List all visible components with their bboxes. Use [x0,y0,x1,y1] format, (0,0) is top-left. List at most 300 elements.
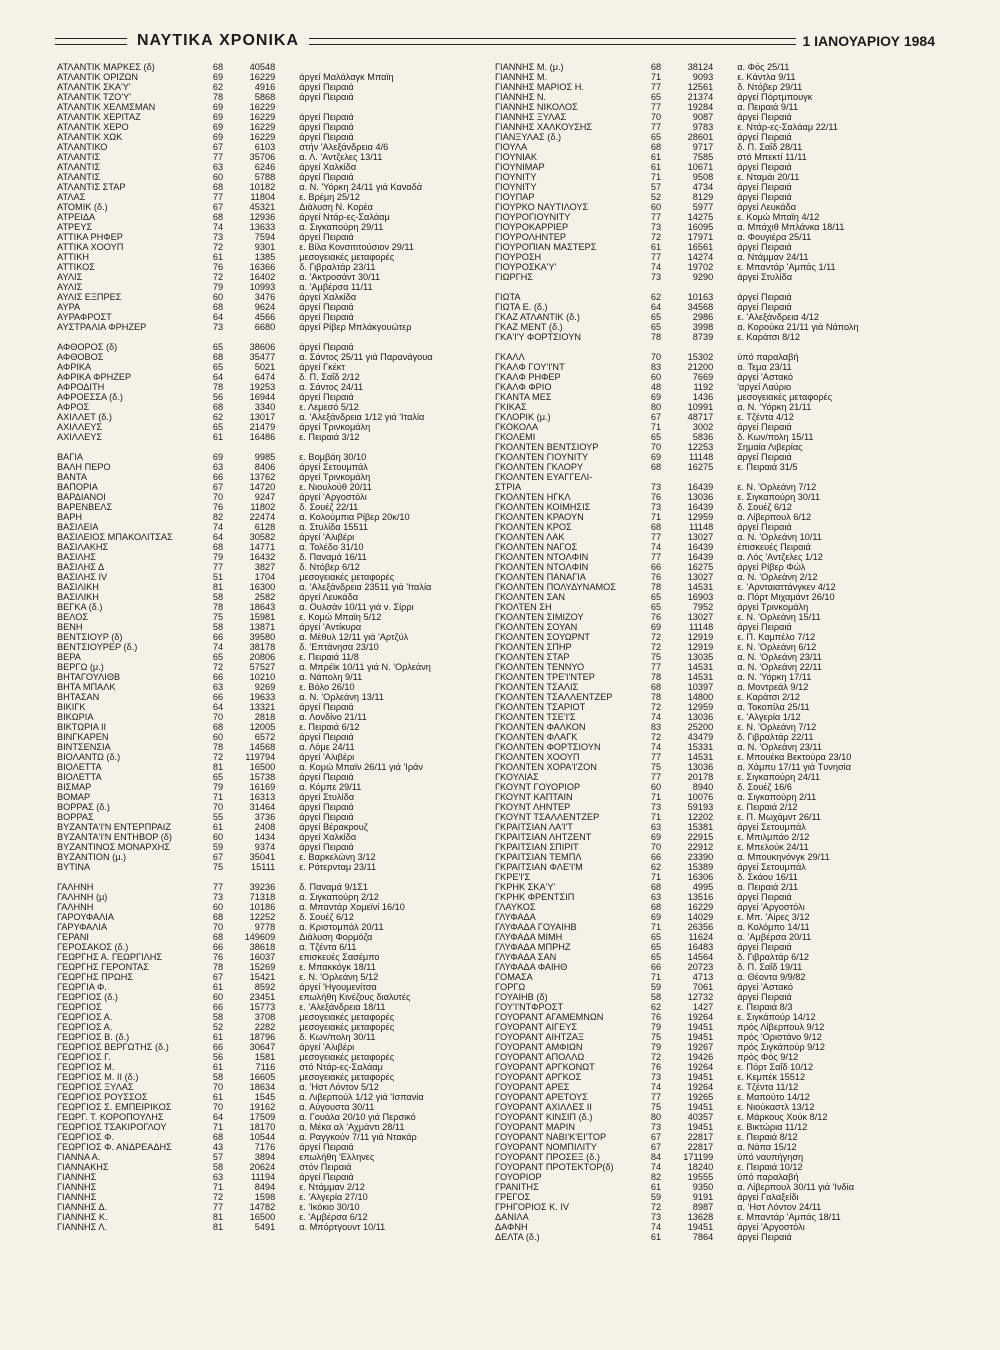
ship-row [57,772,502,782]
ship-tonnage: 1385 [254,252,276,262]
ship-name: ΓΙΑΝΝΑΚΗΣ [57,1162,109,1172]
ship-tonnage: 15981 [249,612,276,622]
ship-name: ΑΧΙΛΛΕΤ (δ.) [57,412,112,422]
ship-year: 77 [650,662,662,672]
ship-tonnage: 19426 [687,1052,714,1062]
ship-tonnage: 2818 [254,712,276,722]
ship-row [57,102,502,112]
ship-status: άργεί Πειραιά [737,622,792,632]
ship-row [57,1012,502,1022]
ship-tonnage: 20624 [249,1162,276,1172]
ship-row [57,912,502,922]
ship-year: 68 [212,182,224,192]
ship-year: 67 [650,412,662,422]
ship-name: ΓΚΑ'Ι'Υ ΦΟΡΤΣΙΟΥΝ [495,332,581,342]
ship-tonnage: 14275 [687,212,714,222]
ship-status: α. Μπάχιθ Μπλάνκα 18/11 [737,222,845,232]
ship-name: ΒΑΣΙΛΙΚΗ [57,582,99,592]
ship-tonnage: 14800 [687,692,714,702]
ship-row [57,1072,502,1082]
ship-status: δ. Γιβραλτάρ 6/12 [737,952,810,962]
ship-status: ε. Τζέντα 11/12 [737,1082,799,1092]
ship-year: 74 [650,742,662,752]
ship-row [495,662,940,672]
ship-status: ε. Νιούκαστλ 13/12 [737,1102,815,1112]
ship-row [495,262,940,272]
ship-status: α. Αύγουστα 30/11 [299,1102,375,1112]
ship-tonnage: 19555 [687,1172,714,1182]
ship-tonnage [661,472,713,482]
ship-tonnage: 5836 [692,432,714,442]
ship-name: ΓΙΑΝΞΥΛΑΣ (δ.) [495,132,562,142]
ship-name: ΒΙΟΛΑΝΤΩ (δ.) [57,752,121,762]
ship-status: α. Μοντρεάλ 9/12 [737,682,809,692]
ship-status: ε. Κομώ Μπαϊη 4/12 [737,212,820,222]
ship-tonnage: 19702 [687,262,714,272]
ship-row [57,1142,502,1152]
ship-tonnage: 16439 [687,552,714,562]
ship-status: άργεί 'Αλιβέρι [299,532,355,542]
ship-tonnage: 7864 [692,1232,714,1242]
ship-name: ΓΡΕΓΟΣ [495,1192,531,1202]
ship-name: ΔΕΛΤΑ (δ.) [495,1232,540,1242]
ship-name: ΓΚΡΑΙΤΣΙΑΝ ΛΗΤΖΕΝΤ [495,832,592,842]
ship-year: 73 [212,232,224,242]
ship-name: ΓΟΥΟΡΑΝΤ ΚΙΝΣΙΠ (δ.) [495,1112,593,1122]
ship-tonnage: 9290 [692,272,714,282]
ship-row [495,652,940,662]
ship-name: ΓΙΑΝΝΗΣ [57,1182,97,1192]
ship-name: ΓΟΥΟΡΑΝΤ ΝΑΒΙ'Κ'ΕΙ'ΤΟΡ [495,1132,607,1142]
ship-status: ε. Βίλα Κονσιτιτούσιον 29/11 [299,242,414,252]
ship-year: 82 [212,512,224,522]
ship-row [57,902,502,912]
ship-row [495,812,940,822]
ship-year: 68 [212,1132,224,1142]
ship-tonnage: 11148 [689,622,714,632]
ship-name: ΓΟΥΟΡΑΝΤ ΑΡΕΣ [495,1082,570,1092]
ship-year: 64 [650,302,662,312]
ship-name: ΓΚΟΛΝΤΕΝ ΛΑΚ [495,532,565,542]
ship-name: ΓΟΥΟΡΑΝΤ ΜΑΡΙΝ [495,1122,575,1132]
ship-name: ΓΕΩΡΓΙΟΣ ΡΟΥΣΣΟΣ [57,1092,148,1102]
ship-row [57,1032,502,1042]
ship-tonnage: 15421 [249,972,276,982]
ship-row [57,472,502,482]
ship-status: μεσογειακές μεταφορές [299,1072,395,1082]
ship-row [57,1092,502,1102]
ship-year: 68 [650,62,662,72]
ship-tonnage: 14531 [687,752,714,762]
ship-name: ΓΙΟΥΛΑ [495,142,528,152]
ship-row [495,682,940,692]
ship-status: α. Ν. 'Υόρκη 24/11 γιά Καναδά [299,182,423,192]
ship-row [495,572,940,582]
ship-name: ΓΚΟΛΝΤΕΝ ΗΓΚΛ [495,492,571,502]
ship-name: ΑΦΡΟΔΙΤΗ [57,382,105,392]
ship-row [57,1082,502,1092]
ship-row [495,1232,940,1242]
ship-year: 65 [650,322,662,332]
ship-name: ΓΕΩΡΓΙΟΣ Α. [57,1022,113,1032]
ship-row [57,932,502,942]
ship-status: δ. Σουέζ 6/12 [737,502,792,512]
ship-tonnage: 12936 [249,212,276,222]
ship-tonnage: 9783 [692,122,714,132]
ship-year: 58 [650,992,662,1002]
ship-year: 58 [212,1162,224,1172]
ship-row [495,942,940,952]
ship-name: ΒΑΠΟΡΙΑ [57,482,98,492]
ship-year: 65 [650,592,662,602]
ship-tonnage: 10210 [249,672,276,682]
ship-tonnage: 28601 [687,132,714,142]
ship-tonnage: 10671 [687,162,714,172]
ship-year: 63 [212,462,224,472]
ship-status: α. Λόμε 24/11 [299,742,355,752]
ship-year: 70 [212,802,224,812]
ship-row [57,482,502,492]
ship-tonnage: 19633 [249,692,276,702]
ship-status: άργεί Πειραιά [299,232,354,242]
ship-year: 80 [650,1112,662,1122]
ship-status: α. Τολέδο 31/10 [299,542,364,552]
ship-status: α. Σιγκαπούρη 29/11 [299,222,384,232]
ship-name: ΑΦΡΙΚΑ [57,362,92,372]
ship-status: α. Ν. 'Ορλεάνη 2/12 [737,572,818,582]
ship-row [57,882,502,892]
ship-row [57,372,502,382]
ship-year: 68 [212,932,224,942]
ship-year: 59 [650,1192,662,1202]
ship-year: 63 [212,162,224,172]
ship-row [57,582,502,592]
ship-tonnage: 59193 [687,802,714,812]
ship-status: άργεί 'Αλιβέρι [299,752,355,762]
ship-name: ΓΚΟΛΝΤΕΝ ΧΟΟΥΠ [495,752,580,762]
ship-status: δ. Σουέζ 6/12 [299,912,354,922]
ship-name: ΓΙΑΝΝΗΣ Κ. [57,1212,108,1222]
ship-status: άργεί Τρινκομάλη [737,602,809,612]
ship-year: 70 [212,1082,224,1092]
ship-status: α. Κολούμπια Ρίβερ 20κ/10 [299,512,410,522]
ship-tonnage: 14531 [687,662,714,672]
ship-row [57,402,502,412]
ship-year: 75 [650,1102,662,1112]
ship-year: 75 [212,612,224,622]
ship-tonnage: 7176 [254,1142,276,1152]
ship-year: 60 [212,172,224,182]
ship-row [57,662,502,672]
ship-year: 71 [212,1122,224,1132]
ship-row [57,792,502,802]
ship-year: 79 [212,782,224,792]
ship-row [57,432,502,442]
ship-tonnage: 13871 [249,622,276,632]
ship-year: 72 [650,732,662,742]
ship-status: α. Χάμπυ 17/11 γιά Tυνησία [737,762,852,772]
ship-status: α. 'Αμβέρσα 20/11 [737,932,812,942]
ship-tonnage: 14274 [687,252,714,262]
ship-name: ΒΑΓΙΑ [57,452,83,462]
ship-year: 79 [650,1042,662,1052]
ship-name: ΓΕΡΟΣΑΚΟΣ (δ.) [57,942,129,952]
ship-year: 61 [650,1182,662,1192]
ship-status: άργεί Πειραιά [299,172,354,182]
ship-status: στό Ντάρ-ες-Σαλάαμ [299,1062,383,1072]
ship-status: α. Μπρέϊκ 10/11 γιά Ν. 'Ορλεάνη [299,662,431,672]
ship-year: 68 [650,902,662,912]
ship-year: 78 [212,602,224,612]
ship-year: 68 [212,722,224,732]
ship-status: μεσογειακές μεταφορές [737,392,833,402]
ship-row [495,672,940,682]
ship-tonnage: 13036 [687,762,714,772]
ship-year: 65 [212,362,224,372]
ship-status: άργεί Σετουμπάλ [737,822,806,832]
ship-status: άργεί 'Αργοστόλι [737,902,805,912]
ship-status: α. Ν. 'Ορλεάνη 22/11 [737,662,822,672]
ship-tonnage: 19451 [687,1022,714,1032]
ship-year: 77 [650,122,662,132]
ship-year: 78 [650,582,662,592]
ship-year: 65 [650,942,662,952]
ship-tonnage: 20178 [687,772,714,782]
ship-tonnage: 14720 [249,482,276,492]
ship-name: ΒΙΚΩΡΙΑ [57,712,94,722]
ship-tonnage: 57527 [249,662,276,672]
ship-row [57,562,502,572]
ship-group [57,882,502,1232]
ship-name: ΑΦΡΟΣ [57,402,90,412]
ship-name: ΑΤΟΜΙΚ (δ.) [57,202,108,212]
ship-tonnage: 3002 [692,422,714,432]
ship-tonnage: 9985 [254,452,276,462]
ship-tonnage: 16486 [249,432,276,442]
ship-year: 71 [650,812,662,822]
ship-tonnage: 16275 [687,462,714,472]
ship-tonnage: 17971 [687,232,714,242]
ship-tonnage: 13633 [249,222,276,232]
ship-status: άργεί Πειραιά [737,522,792,532]
ship-row [57,302,502,312]
ship-name: ΓΚΑΛΦ ΓΟΥ'Ι'ΝΤ [495,362,565,372]
ship-year: 65 [212,652,224,662]
ship-tonnage: 10186 [249,902,276,912]
ship-row [57,952,502,962]
issue-date: 1 ΙΑΝΟΥΑΡΙΟΥ 1984 [802,33,935,49]
ship-year: 72 [650,1202,662,1212]
ship-year: 61 [650,162,662,172]
ship-row [57,612,502,622]
ship-tonnage: 5021 [254,362,276,372]
ship-tonnage: 16500 [249,1212,276,1222]
ship-tonnage: 12959 [687,702,714,712]
ship-tonnage: 3736 [254,812,276,822]
ship-row [495,82,940,92]
ship-tonnage: 18796 [249,1032,276,1042]
ship-name: ΓΚΟΛΝΤΕΝ ΤΣΑΛΛΕΝΤΖΕΡ [495,692,613,702]
ship-status: άργεί Χαλκίδα [299,832,357,842]
ship-row [495,212,940,222]
ship-name: ΒΗΤΑΓΟΥΛΙΘΒ [57,672,121,682]
ship-tonnage: 26356 [687,922,714,932]
ship-name: ΓΙΑΝΝΗΣ ΝΙΚΟΛΟΣ [495,102,578,112]
ship-year: 60 [212,732,224,742]
ship-name: ΓΕΩΡΓ. Τ. ΚΟΡΟΠΟΥΛΗΣ [57,1112,164,1122]
ship-tonnage: 1545 [254,1092,276,1102]
ship-row [57,852,502,862]
ship-tonnage: 16229 [249,102,276,112]
ship-status: άργεί Τρινκομάλη [299,472,371,482]
ship-name: ΓΡΑΝΙΤΗΣ [495,1182,539,1192]
ship-status: άργεί Πειραιά [299,312,354,322]
ship-row [57,292,502,302]
ship-year: 74 [650,262,662,272]
ship-year: 78 [650,332,662,342]
ship-year: 71 [650,792,662,802]
ship-name: ΓΙΟΥΡΟΚΑΡΡΙΕΡ [495,222,569,232]
ship-row [57,1102,502,1112]
ship-year: 71 [650,512,662,522]
ship-year: 71 [650,422,662,432]
ship-row [495,152,940,162]
ship-tonnage: 16561 [687,242,714,252]
ship-year: 70 [650,352,662,362]
ship-year: 59 [650,982,662,992]
ship-status: ε. Π. Καμπέλο 7/12 [737,632,816,642]
ship-year: 74 [212,642,224,652]
ship-year: 69 [212,112,224,122]
ship-status: άργεί Πειραιά [737,242,792,252]
ship-year: 64 [212,532,224,542]
ship-name: ΒΑΝΤΑ [57,472,87,482]
ship-name: ΓΚΟΥΝΤ ΛΗΝΤΕΡ [495,802,571,812]
ship-name: ΓΟΥΟΡΑΝΤ ΝΟΜΠΙΛΙΤΥ [495,1142,597,1152]
ship-status: α. Μπόρτγουντ 10/11 [299,1222,386,1232]
ship-status: άργεί Πειραιά [737,162,792,172]
ship-tonnage: 16366 [249,262,276,272]
ship-tonnage: 14531 [687,672,714,682]
ship-tonnage: 16095 [687,222,714,232]
ship-year: 68 [650,682,662,692]
ship-status: άργεί Πειραιά [299,392,354,402]
ship-year: 66 [212,942,224,952]
ship-name: ΑΤΛΑΝΤΙΚ ΧΕΡΙΤΑΖ [57,112,141,122]
ship-status: α. Ν. 'Ορλεάνη 13/11 [299,692,384,702]
ship-year: 76 [650,492,662,502]
ship-year: 69 [650,392,662,402]
ship-name: ΑΤΛΑΝΤΙΚ ΤΖΟ'Υ' [57,92,131,102]
ship-name: ΒΑΣΙΛΗΣ Δ [57,562,105,572]
ship-tonnage: 30582 [249,532,276,542]
ship-status: α. Μπουκηνόνγκ 29/11 [737,852,830,862]
ship-status: δ. Ντόβερ 6/12 [299,562,360,572]
ship-year: 78 [212,382,224,392]
ship-status: α. Ν. 'Ορλεάνη 10/11 [737,532,822,542]
ship-row [57,622,502,632]
ship-row [495,902,940,912]
ship-tonnage: 15381 [687,822,714,832]
ship-year: 73 [650,1212,662,1222]
ship-tonnage: 30647 [249,1042,276,1052]
ship-tonnage: 2986 [692,312,714,322]
ship-status: δ. Γιβραλτάρ 23/11 [299,262,376,272]
ship-year: 72 [650,642,662,652]
ship-row [495,782,940,792]
ship-status: ε. Πειραιά 3/12 [299,432,360,442]
ship-year: 81 [212,1222,224,1232]
ship-year: 74 [650,542,662,552]
ship-row [495,362,940,372]
ship-row [57,1222,502,1232]
ship-row [495,1092,940,1102]
ship-year: 61 [212,982,224,992]
ship-year: 75 [650,1032,662,1042]
ship-row [495,322,940,332]
ship-status: δ. Κων/πολη 30/11 [299,1032,376,1042]
ship-row [495,1142,940,1152]
ship-name: ΓΕΩΡΓΙΑ Φ. [57,982,107,992]
ship-tonnage: 19265 [687,1092,714,1102]
ship-year: 52 [650,192,662,202]
ship-year: 62 [650,292,662,302]
ship-row [57,172,502,182]
ship-status: α. 'Αμβέρσα 11/11 [299,282,373,292]
ship-row [57,242,502,252]
ship-name: ΓΚΟΛΝΤΕΝ ΒΕΝΤΣΙΟΥΡ [495,442,599,452]
ship-name: ΑΥΣΤΡΑΛΙΑ ΦΡΗΖΕΡ [57,322,147,332]
ship-year: 69 [650,452,662,462]
ship-name: ΓΙΑΝΝΗΣ ΞΥΛΑΣ [495,112,567,122]
ship-name: ΓΚΡΑΙΤΣΙΑΝ ΣΠΙΡΙΤ [495,842,579,852]
ship-year: 71 [650,872,662,882]
ship-name: ΓΑΡΥΦΑΛΙΑ [57,922,108,932]
ship-status: ε. Νταμάι 20/11 [737,172,800,182]
ship-row [57,1162,502,1172]
ship-tonnage: 13036 [687,712,714,722]
ship-name: ΓΚΑΝΤΑ ΜΕΣ [495,392,552,402]
ship-name: ΑΦΘΟΒΟΣ [57,352,104,362]
ship-row [57,862,502,872]
ship-year: 78 [212,962,224,972]
ship-row [495,372,940,382]
ship-tonnage: 3894 [254,1152,276,1162]
ship-year: 65 [212,342,224,352]
ship-name: ΓΚΟΛΝΤΕΝ ΦΛΑΓΚ [495,732,578,742]
ship-year: 75 [650,652,662,662]
ship-row [57,992,502,1002]
ship-name: ΑΥΡΑΦΡΟΣΤ [57,312,112,322]
ship-status: α. Τεμα 23/11 [737,362,792,372]
ship-tonnage: 14771 [249,542,276,552]
ship-year: 73 [650,222,662,232]
ship-status: ε. Ρότερνταμ 23/11 [299,862,377,872]
ship-status: δ. Παναμά 9/1Σ1 [299,882,369,892]
ship-status: α. Ντάμμαν 24/11 [737,252,809,262]
ship-name: ΑΥΛΙΣ [57,282,83,292]
ship-name: ΑΤΛΑΝΤΙΣ [57,162,101,172]
ship-name: ΑΥΛΙΣ ΕΞΠΡΕΣ [57,292,122,302]
ship-row [495,332,940,342]
ship-name: ΓΚΡΗΚ ΣΚΑ'Υ' [495,882,556,892]
ship-tonnage: 4566 [254,312,276,322]
ship-status: άργεί Πειραιά [737,302,792,312]
ship-year: 77 [650,102,662,112]
ship-tonnage: 9374 [254,842,276,852]
ship-year: 67 [650,1142,662,1152]
ship-year: 68 [650,882,662,892]
